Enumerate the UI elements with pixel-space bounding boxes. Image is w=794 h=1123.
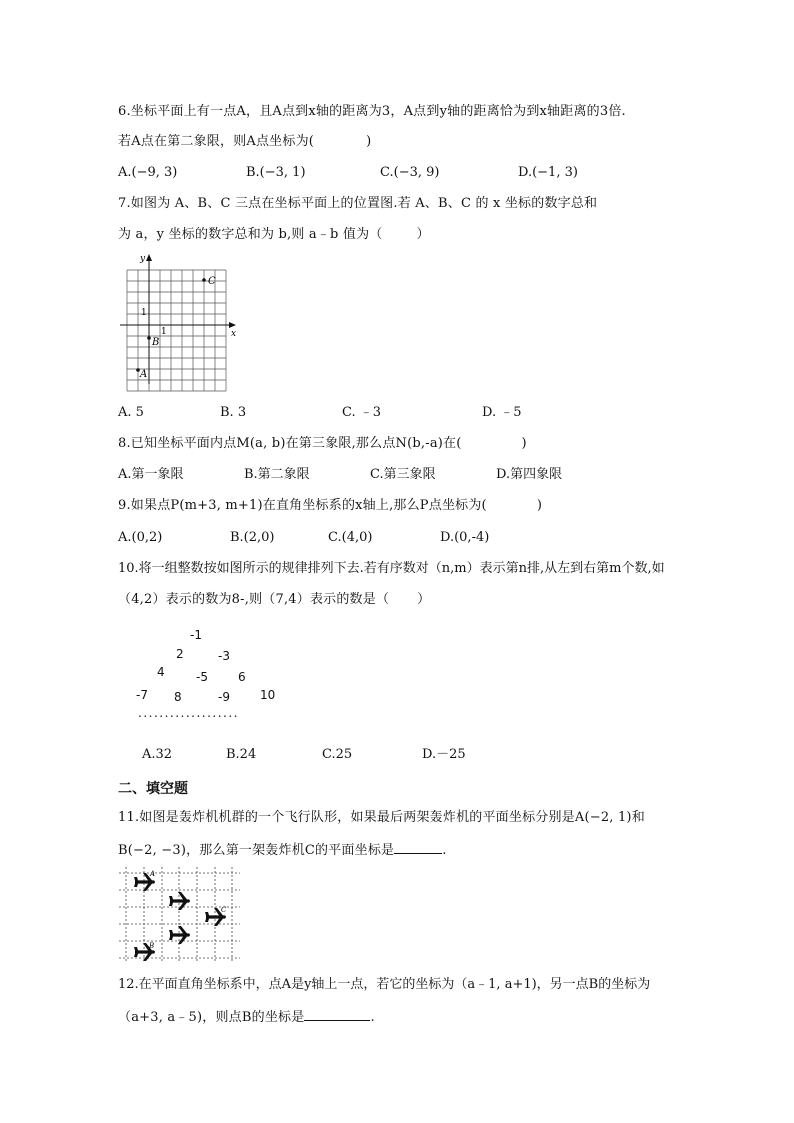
q7-axis-x-label: x [231,329,237,339]
q7-option-a: A. 5 [118,405,144,420]
q11-line2 [118,840,447,860]
q10-option-c: C.25 [322,747,353,762]
q10-number: -1 [190,628,202,642]
q8-option-a: A.第一象限 [118,467,184,482]
q9-option-a: A.(0,2) [118,530,163,545]
q7-stem: 为 a，y 坐标的数字总和为 b,则 a﹣b 值为（ [118,227,383,242]
q11-label-b: B [149,942,155,950]
q9-option-b: B.(2,0) [230,530,275,545]
q7-line2 [118,226,430,244]
q10-number: -5 [196,670,208,684]
q8-stem: 8.已知坐标平面内点M(a, b)在第三象限,那么点N(b,-a)在( [118,436,462,451]
q11-stem: B(−2, −3)，那么第一架轰炸机C的平面坐标是 [118,843,395,858]
q8-option-b: B.第二象限 [244,467,310,482]
q7-tick-x-label: 1 [161,327,167,337]
q10-number: 2 [176,647,184,661]
q7-option-b: B. 3 [220,405,247,420]
q10-number: 8 [174,690,182,704]
q10-number: -9 [218,690,230,704]
q10-line1: 10.将一组整数按如图所示的规律排列下去.若有序数对（n,m）表示第n排,从左到右第m个数,如 [118,561,665,576]
q7-point-c-label: C [208,276,216,287]
q11-label-a: A [150,870,156,878]
q8-line1 [118,435,527,453]
q9-paren-close: ) [536,498,543,513]
q6-paren-close: ) [366,134,372,149]
q10-number: 10 [260,688,276,702]
q7-x-arrow [229,322,236,328]
q6-option-d: D.(−1, 3) [518,165,578,180]
q7-point-b-label: B [152,337,160,348]
q10-stem: （4,2）表示的数为8-,则（7,4）表示的数是（ [118,592,390,607]
q12-answer-blank[interactable] [304,1007,370,1021]
q10-option-d: D.－25 [422,747,466,762]
q7-coordinate-figure [118,252,240,392]
q12-period: . [370,1010,375,1025]
q8-paren-close: ) [521,436,527,451]
q10-option-a: A.32 [142,747,173,762]
q11-formation-figure [118,866,242,964]
q8-option-c: C.第三象限 [370,467,436,482]
q9-stem: 9.如果点P(m+3, m+1)在直角坐标系的x轴上,那么P点坐标为( [118,498,487,513]
q10-number: -7 [136,688,148,702]
q9-option-d: D.(0,-4) [440,530,490,545]
q7-y-arrow [146,254,152,261]
q11-period: . [442,843,447,858]
q12-line2 [118,1007,375,1027]
q10-number: 4 [157,665,165,679]
q6-line2 [118,133,371,151]
section-title: 二、填空题 [118,781,188,797]
q6-stem: 若A点在第二象限，则A点坐标为( [118,134,315,149]
q12-stem: （a+3, a﹣5)，则点B的坐标是 [118,1010,305,1025]
q10-number: 6 [238,670,246,684]
q7-tick-y-label: 1 [141,308,147,318]
q7-point-b [147,336,151,340]
q10-number: -3 [218,649,230,663]
q12-line1: 12.在平面直角坐标系中，点A是y轴上一点，若它的坐标为（a﹣1, a+1)，另一点B的坐标为 [118,977,651,992]
q9-option-c: C.(4,0) [328,530,373,545]
q10-continuation-dots: ................... [138,706,239,720]
q7-paren-close: ） [416,227,430,242]
q10-paren-close: ） [417,592,431,607]
q9-line1 [118,497,542,515]
q7-axis-y-label: y [140,254,146,264]
q11-line1: 11.如图是轰炸机机群的一个飞行队形，如果最后两架轰炸机的平面坐标分别是A(−2, 1)和 [118,810,645,825]
q7-option-d: D. ﹣5 [482,405,522,420]
q11-answer-blank[interactable] [394,840,442,854]
q11-label-c: C [221,906,227,914]
q7-point-c [202,278,206,282]
q7-option-c: C. ﹣3 [342,405,382,420]
q6-line1: 6.坐标平面上有一点A，且A点到x轴的距离为3，A点到y轴的距离恰为到x轴距离的3倍. [118,104,626,119]
q6-option-b: B.(−3, 1) [246,165,306,180]
q6-option-c: C.(−3, 9) [380,165,440,180]
q7-line1: 7.如图为 A、B、C 三点在坐标平面上的位置图.若 A、B、C 的 x 坐标的数字总和 [118,196,598,211]
q10-line2 [118,591,430,609]
q10-option-b: B.24 [226,747,257,762]
q8-option-d: D.第四象限 [496,467,563,482]
q6-option-a: A.(−9, 3) [118,165,178,180]
q7-point-a-label: A [140,369,148,380]
